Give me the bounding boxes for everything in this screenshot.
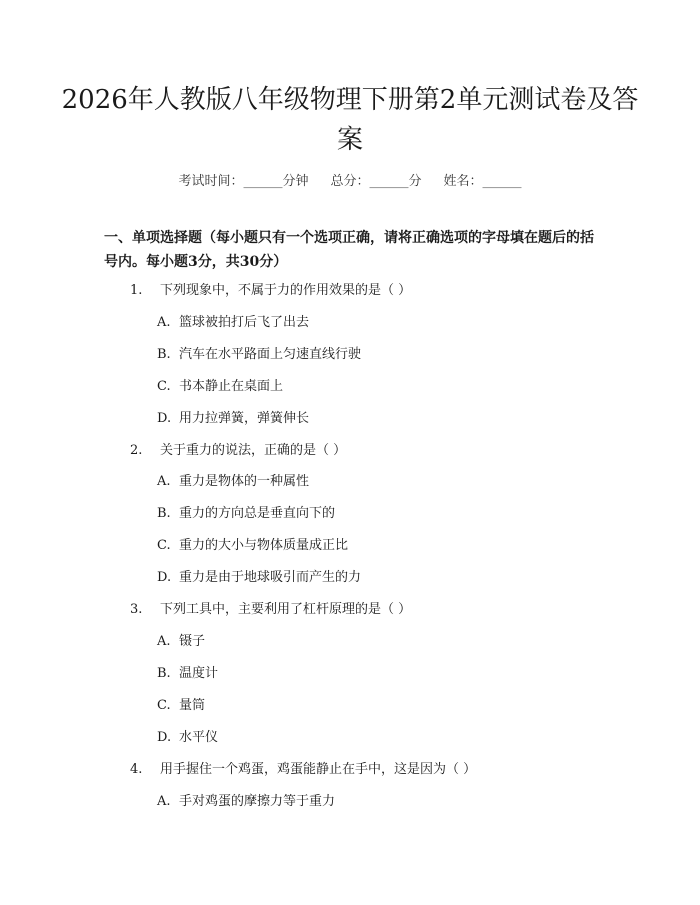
question-stem: 关于重力的说法，正确的是（ ） <box>160 443 347 458</box>
option-text: 重力的方向总是垂直向下的 <box>179 506 336 521</box>
option-text: 水平仪 <box>179 730 219 745</box>
option-text: 书本静止在桌面上 <box>179 379 284 394</box>
question-2-option-b <box>157 505 335 523</box>
option-letter: D. <box>157 570 172 585</box>
question-1-option-d <box>157 410 309 428</box>
option-text: 镊子 <box>179 634 206 649</box>
option-letter: A. <box>157 474 171 489</box>
section-heading: 一、单项选择题（每小题只有一个选项正确，请将正确选项的字母填在题后的括号内。每小题3分，共30分） <box>104 230 594 270</box>
question-stem: 用手握住一个鸡蛋，鸡蛋能静止在手中，这是因为（ ） <box>160 762 477 777</box>
student-name-label: 姓名：______ <box>443 174 522 189</box>
question-stem: 下列工具中，主要利用了杠杆原理的是（ ） <box>160 602 412 617</box>
option-letter: A. <box>157 315 171 330</box>
option-text: 温度计 <box>179 666 219 681</box>
option-letter: C. <box>157 538 171 553</box>
question-1 <box>130 282 411 300</box>
option-letter: A. <box>157 634 171 649</box>
question-1-option-c <box>157 378 283 396</box>
exam-time-label: 考试时间：______分钟 <box>178 174 309 189</box>
option-text: 重力是由于地球吸引而产生的力 <box>179 570 362 585</box>
option-text: 量筒 <box>179 698 206 713</box>
question-4-option-a <box>157 793 335 811</box>
question-number: 1. <box>130 283 143 298</box>
question-3-option-c <box>157 697 205 715</box>
question-3-option-b <box>157 665 218 683</box>
option-text: 篮球被拍打后飞了出去 <box>179 315 310 330</box>
question-2-option-c <box>157 537 348 555</box>
question-3-option-d <box>157 729 218 747</box>
option-letter: D. <box>157 730 172 745</box>
question-2-option-d <box>157 569 361 587</box>
question-number: 2. <box>130 443 143 458</box>
option-letter: C. <box>157 379 171 394</box>
question-number: 3. <box>130 602 143 617</box>
question-1-option-a <box>157 314 309 332</box>
total-score-label: 总分：______分 <box>330 174 422 189</box>
option-text: 重力的大小与物体质量成正比 <box>179 538 349 553</box>
question-2-option-a <box>157 473 309 491</box>
exam-meta <box>0 170 700 189</box>
page-title: 2026年人教版八年级物理下册第2单元测试卷及答案 <box>61 85 639 155</box>
question-stem: 下列现象中，不属于力的作用效果的是（ ） <box>160 283 412 298</box>
option-letter: B. <box>157 666 171 681</box>
question-1-option-b <box>157 346 361 364</box>
option-letter: B. <box>157 506 171 521</box>
question-number: 4. <box>130 762 143 777</box>
option-letter: D. <box>157 411 172 426</box>
option-letter: B. <box>157 347 171 362</box>
option-text: 手对鸡蛋的摩擦力等于重力 <box>179 794 336 809</box>
option-text: 用力拉弹簧，弹簧伸长 <box>179 411 310 426</box>
option-letter: A. <box>157 794 171 809</box>
question-3-option-a <box>157 633 205 651</box>
option-letter: C. <box>157 698 171 713</box>
question-3 <box>130 601 411 619</box>
question-2 <box>130 442 346 460</box>
option-text: 重力是物体的一种属性 <box>179 474 310 489</box>
question-4 <box>130 761 476 779</box>
option-text: 汽车在水平路面上匀速直线行驶 <box>179 347 362 362</box>
